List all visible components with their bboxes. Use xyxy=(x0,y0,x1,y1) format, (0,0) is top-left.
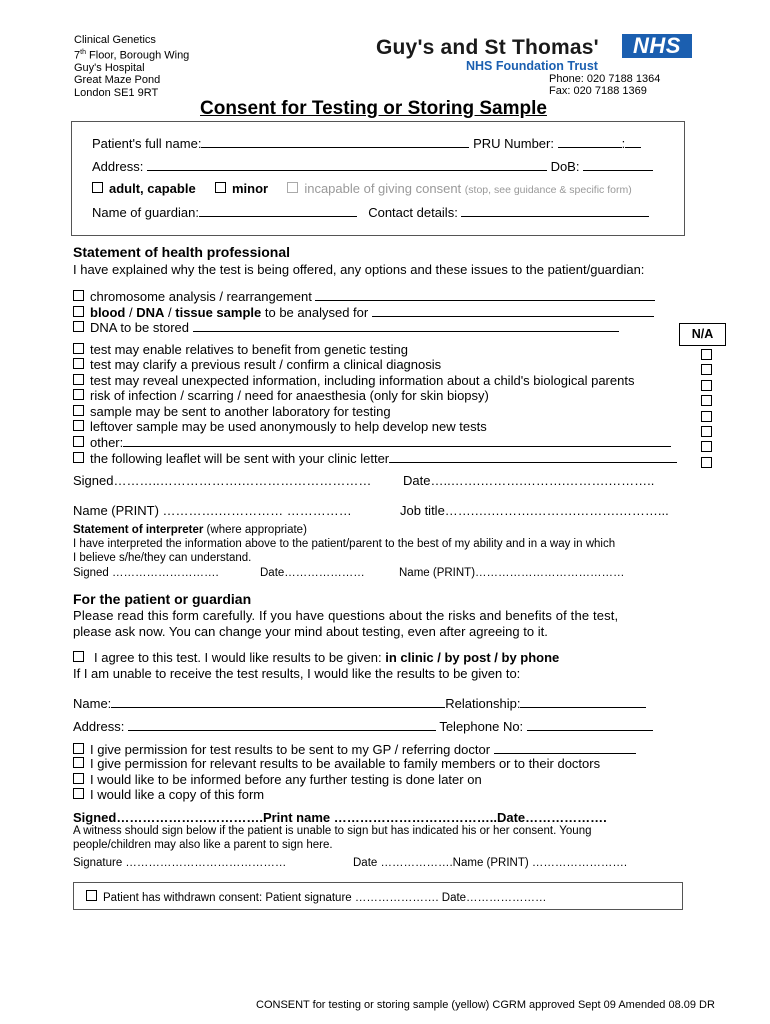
issue-checkbox[interactable] xyxy=(73,343,84,354)
perm-family-checkbox[interactable] xyxy=(73,757,84,768)
relationship-label: Relationship: xyxy=(445,696,521,711)
capacity-row xyxy=(92,181,632,196)
na-checkbox[interactable] xyxy=(701,457,712,468)
na-column-header: N/A xyxy=(679,323,726,346)
analysed-for-label: to be analysed for xyxy=(261,305,369,320)
address-line-5: London SE1 9RT xyxy=(74,87,159,100)
pru-field-1[interactable] xyxy=(558,135,622,148)
leaflet-label: the following leaflet will be sent with your clinic letter xyxy=(90,451,390,466)
nhs-logo: NHS xyxy=(622,34,692,58)
address-row xyxy=(92,158,653,174)
patient-name-label: Patient's full name: xyxy=(92,136,202,151)
phone-number: Phone: 020 7188 1364 xyxy=(549,73,661,85)
nominee-name-label: Name: xyxy=(73,696,112,711)
na-checkbox[interactable] xyxy=(701,380,712,391)
issue-row xyxy=(73,342,408,357)
perm-gp-checkbox[interactable] xyxy=(73,743,84,754)
perm-copy-checkbox[interactable] xyxy=(73,788,84,799)
page-title: Consent for Testing or Storing Sample xyxy=(200,98,547,119)
dob-field[interactable] xyxy=(583,158,653,171)
interpreter-heading-note: (where appropriate) xyxy=(203,524,307,536)
health-professional-heading: Statement of health professional xyxy=(73,244,291,260)
relationship-field[interactable] xyxy=(520,695,646,708)
foundation-trust-label: NHS Foundation Trust xyxy=(466,59,598,73)
dna-stored-field[interactable] xyxy=(193,319,619,332)
nominee-name-field[interactable] xyxy=(111,695,445,708)
agree-row xyxy=(73,650,559,665)
interpreter-date-field[interactable]: Date………………… xyxy=(260,567,365,579)
interpreter-heading: Statement of interpreter xyxy=(73,524,204,536)
witness-text-2: people/children may also like a parent to sign here. xyxy=(73,839,333,851)
interpreter-signed-field[interactable]: Signed ………………………. xyxy=(73,567,219,579)
blood-option[interactable]: blood xyxy=(90,305,126,320)
address-line-1: Clinical Genetics xyxy=(74,34,156,46)
incapable-label: incapable of giving consent xyxy=(304,181,462,196)
address-block xyxy=(74,34,189,100)
guardian-label: Name of guardian: xyxy=(92,205,199,220)
dna-stored-checkbox[interactable] xyxy=(73,321,84,332)
na-checkbox[interactable] xyxy=(701,349,712,360)
guardian-field[interactable] xyxy=(199,204,357,217)
nominee-address-row xyxy=(73,718,653,734)
issue-row-other xyxy=(73,434,671,450)
na-checkbox[interactable] xyxy=(701,395,712,406)
fax-number: Fax: 020 7188 1369 xyxy=(549,85,647,97)
address-field[interactable] xyxy=(147,158,547,171)
leaflet-checkbox[interactable] xyxy=(73,452,84,463)
contact-label: Contact details: xyxy=(368,205,458,220)
address-line-4: Great Maze Pond xyxy=(74,74,161,87)
address-line-2: 7th Floor, Borough Wing xyxy=(74,48,190,62)
na-checkbox[interactable] xyxy=(701,441,712,452)
issue-row xyxy=(73,357,441,372)
item-dna-stored xyxy=(73,319,619,335)
analysed-for-field[interactable] xyxy=(372,304,654,317)
issue-row xyxy=(73,419,487,434)
withdrawn-row xyxy=(86,890,547,904)
issue-row xyxy=(73,373,634,388)
address-label: Address: xyxy=(92,159,144,174)
pru-label: PRU Number: xyxy=(473,136,554,151)
perm-family-label: I give permission for relevant results to be available to family members or to their doctors xyxy=(90,756,601,771)
issue-checkbox[interactable] xyxy=(73,374,84,385)
guardian-row xyxy=(92,204,649,220)
contact-field[interactable] xyxy=(461,204,649,217)
issue-row xyxy=(73,388,489,403)
perm-copy-label: I would like a copy of this form xyxy=(90,787,265,802)
tissue-option[interactable]: tissue sample xyxy=(175,305,262,320)
pru-field-2[interactable] xyxy=(625,135,641,148)
health-professional-intro: I have explained why the test is being offered, any options and these issues to the patient/guardian: xyxy=(73,262,645,277)
hp-name-field[interactable]: Name (PRINT) ………….…………… …………… xyxy=(73,503,352,518)
sep-1: / xyxy=(125,305,137,320)
other-field[interactable] xyxy=(123,434,671,447)
incapable-note: (stop, see guidance & specific form) xyxy=(464,184,632,196)
issue-label: test may enable relatives to benefit from genetic testing xyxy=(90,342,408,357)
na-checkbox[interactable] xyxy=(701,364,712,375)
witness-date-name-field[interactable]: Date ……………….Name (PRINT) ……………………. xyxy=(353,857,628,869)
issue-label: test may reveal unexpected information, including information about a child's biological parents xyxy=(90,373,635,388)
item-sample-type xyxy=(73,304,654,320)
sep-2: / xyxy=(164,305,176,320)
perm-copy-row xyxy=(73,787,264,802)
interpreter-name-field[interactable]: Name (PRINT)………………………………… xyxy=(399,567,625,579)
chromosome-field[interactable] xyxy=(315,288,655,301)
interpreter-heading-row xyxy=(73,524,307,536)
perm-gp-row xyxy=(73,741,636,757)
patient-name-field[interactable] xyxy=(201,135,469,148)
nominee-name-row xyxy=(73,695,646,711)
other-label: other: xyxy=(90,435,124,450)
patient-para-1: Please read this form carefully. If you have questions about the risks and benefits of the test, xyxy=(73,608,619,623)
item-chromosome xyxy=(73,288,655,304)
issue-checkbox[interactable] xyxy=(73,405,84,416)
gp-field[interactable] xyxy=(494,741,636,754)
perm-further-testing-label: I would like to be informed before any further testing is done later on xyxy=(90,772,482,787)
perm-further-testing-checkbox[interactable] xyxy=(73,773,84,784)
dna-option[interactable]: DNA xyxy=(136,305,165,320)
incapable-checkbox[interactable] xyxy=(287,182,298,193)
footer-text: CONSENT for testing or storing sample (yellow) CGRM approved Sept 09 Amended 08.09 DR xyxy=(256,999,715,1011)
issue-row-leaflet xyxy=(73,450,677,466)
agree-checkbox[interactable] xyxy=(73,651,84,662)
patient-section-heading: For the patient or guardian xyxy=(73,591,252,607)
hp-signed-field[interactable]: Signed………..……………….………………………… xyxy=(73,473,372,488)
patient-name-row xyxy=(92,135,641,151)
patient-para-2: please ask now. You can change your mind about testing, even after agreeing to it. xyxy=(73,624,548,639)
nominee-address-label: Address: xyxy=(73,719,125,734)
dob-label: DoB: xyxy=(550,159,580,174)
nominee-address-field[interactable] xyxy=(128,718,436,731)
other-checkbox[interactable] xyxy=(73,436,84,447)
agree-label: I agree to this test. I would like results to be given: xyxy=(94,650,386,665)
issue-row xyxy=(73,404,391,419)
na-checkbox[interactable] xyxy=(701,426,712,437)
interpreter-text-1: I have interpreted the information above to the patient/parent to the best of my ability and in a way in which xyxy=(73,538,616,550)
interpreter-text-2: I believe s/he/they can understand. xyxy=(73,552,252,564)
result-delivery-options[interactable]: in clinic / by post / by phone xyxy=(385,650,560,665)
minor-label: minor xyxy=(231,181,269,196)
issue-checkbox[interactable] xyxy=(73,389,84,400)
chromosome-checkbox[interactable] xyxy=(73,290,84,301)
address-line-3: Guy's Hospital xyxy=(74,61,145,74)
witness-text-1: A witness should sign below if the patient is unable to sign but has indicated his or her consent. Young xyxy=(73,825,592,837)
telephone-field[interactable] xyxy=(527,718,653,731)
adult-checkbox[interactable] xyxy=(92,182,103,193)
perm-further-testing-row xyxy=(73,772,482,787)
minor-checkbox[interactable] xyxy=(215,182,226,193)
issue-label: leftover sample may be used anonymously to help develop new tests xyxy=(90,419,487,434)
issue-checkbox[interactable] xyxy=(73,420,84,431)
leaflet-field[interactable] xyxy=(389,450,677,463)
adult-label: adult, capable xyxy=(109,181,196,196)
dna-stored-label: DNA to be stored xyxy=(90,320,189,335)
issue-label: test may clarify a previous result / confirm a clinical diagnosis xyxy=(90,357,442,372)
perm-gp-label: I give permission for test results to be sent to my GP / referring doctor xyxy=(90,742,491,757)
patient-signature-line[interactable]: Signed…………………………….Print name ………………………………..Date………………. xyxy=(73,810,607,825)
telephone-label: Telephone No: xyxy=(439,719,524,734)
issue-checkbox[interactable] xyxy=(73,358,84,369)
na-checkbox[interactable] xyxy=(701,411,712,422)
withdrawn-checkbox[interactable] xyxy=(86,890,97,901)
sample-type-checkbox[interactable] xyxy=(73,306,84,317)
trust-name: Guy's and St Thomas' xyxy=(376,36,599,59)
chromosome-label: chromosome analysis / rearrangement xyxy=(90,289,312,304)
hp-job-title-field[interactable]: Job title…….….……….……….……….………... xyxy=(400,503,669,518)
perm-family-row xyxy=(73,756,600,771)
withdrawn-label: Patient has withdrawn consent: Patient signature …………………. Date………………… xyxy=(103,892,547,904)
hp-date-field[interactable]: Date…..…….……….……….……….……….. xyxy=(403,473,655,488)
pru-sep: : xyxy=(621,136,626,151)
unable-text: If I am unable to receive the test results, I would like the results to be given to: xyxy=(73,666,521,681)
witness-signature-field[interactable]: Signature …………………………………… xyxy=(73,857,287,869)
issue-label: sample may be sent to another laboratory for testing xyxy=(90,404,391,419)
issue-label: risk of infection / scarring / need for anaesthesia (only for skin biopsy) xyxy=(90,388,489,403)
